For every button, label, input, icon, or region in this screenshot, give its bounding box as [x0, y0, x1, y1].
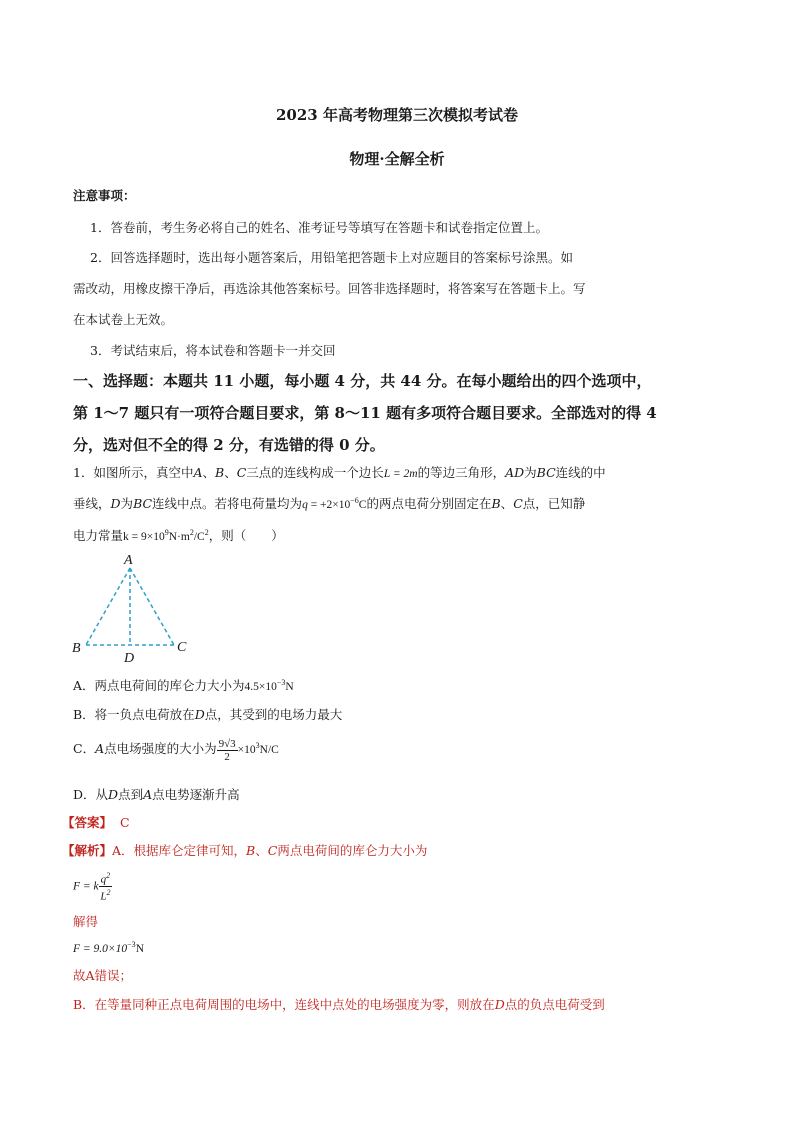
triangle-figure — [66, 552, 206, 668]
question-1-line-3: 电力常量$k = 9\times 10^9N\cdot m^2/C^2$，则（ ） — [73, 528, 284, 543]
option-b: B．将一负点电荷放在D点，其受到的电场力最大 — [73, 707, 343, 722]
option-c: C．A点电场强度的大小为 $\frac{9√3}{2}$ $\times 10^3N/C$ — [73, 738, 279, 763]
math-option-c: $\frac{9√3}{2}$ $\times 10^3N/C$ — [218, 738, 279, 763]
math-q: $q = +2\times 10^{-6}C$ — [302, 496, 367, 511]
option-a-conclusion: 故A错误； — [73, 968, 133, 983]
notice-item-3: 3．考试结束后，将本试卷和答题卡一并交回 — [90, 343, 336, 358]
side-ac — [130, 568, 174, 645]
side-ab — [86, 568, 130, 645]
page-title: 2023 年高考物理第三次模拟考试卷 — [276, 106, 518, 124]
math-k: $k = 9\times 10^9N\cdot m^2/C^2$ — [123, 528, 209, 543]
label-b: B — [72, 641, 81, 656]
notice-item-1: 1．答卷前，考生务必将自己的姓名、准考证号等填写在答题卡和试卷指定位置上。 — [90, 220, 548, 235]
answer-value: C — [120, 815, 130, 830]
answer-line — [62, 813, 130, 831]
label-d: D — [124, 651, 135, 666]
question-1-line-1: 1．如图所示，真空中A、B、C三点的连线构成一个边长L = 2m的等边三角形，AD为BC连线的中 — [73, 465, 606, 480]
notice-item-2-line-1: 2．回答选择题时，选出每小题答案后，用铅笔把答题卡上对应题目的答案标号涂黑。如 — [90, 250, 573, 265]
math-option-a: $4.5\times 10^{-3}N$ — [244, 678, 294, 693]
label-a: A — [124, 553, 133, 568]
formula-result: $F = 9.0\times 10^{-3}N$ — [73, 940, 144, 955]
label-c: C — [177, 640, 187, 655]
formula-coulomb: F = k $\frac{q^2}{L^2}$ — [73, 871, 111, 903]
analysis-option-b-line: B．在等量同种正点电荷周围的电场中，连线中点处的电场强度为零，则放在D点的负点电荷受到 — [73, 997, 605, 1012]
option-a: A．两点电荷间的库仑力大小为$4.5\times 10^{-3}N$ — [73, 678, 294, 693]
section-heading-line-1: 一、选择题：本题共 11 小题，每小题 4 分，共 44 分。在每小题给出的四个选项中， — [73, 372, 652, 390]
solve-label: 解得 — [73, 914, 99, 929]
section-heading-line-3: 分，选对但不全的得 2 分，有选错的得 0 分。 — [73, 436, 385, 454]
section-heading-line-2: 第 1～7 题只有一项符合题目要求，第 8～11 题有多项符合题目要求。全部选对的得 4 — [73, 404, 657, 422]
page-subtitle: 物理·全解全析 — [349, 150, 445, 168]
option-d: D．从D点到A点电势逐渐升高 — [73, 787, 240, 802]
question-1-line-2: 垂线，D为BC连线中点。若将电荷量均为$q = +2\times 10^{-6}C$的两点电荷分别固定在B、C点，已知静 — [73, 496, 586, 511]
notice-item-2-line-2: 需改动，用橡皮擦干净后，再选涂其他答案标号。回答非选择题时，将答案写在答题卡上。写 — [73, 281, 586, 296]
analysis-line-1: 【解析】A．根据库仑定律可知，B、C两点电荷间的库仑力大小为 — [62, 843, 428, 858]
math-L: L = 2m — [383, 468, 418, 480]
notice-heading: 注意事项： — [73, 188, 136, 203]
notice-item-2-line-3: 在本试卷上无效。 — [73, 312, 174, 327]
answer-label: 【答案】 — [62, 815, 113, 830]
analysis-label: 【解析】 — [62, 843, 113, 858]
